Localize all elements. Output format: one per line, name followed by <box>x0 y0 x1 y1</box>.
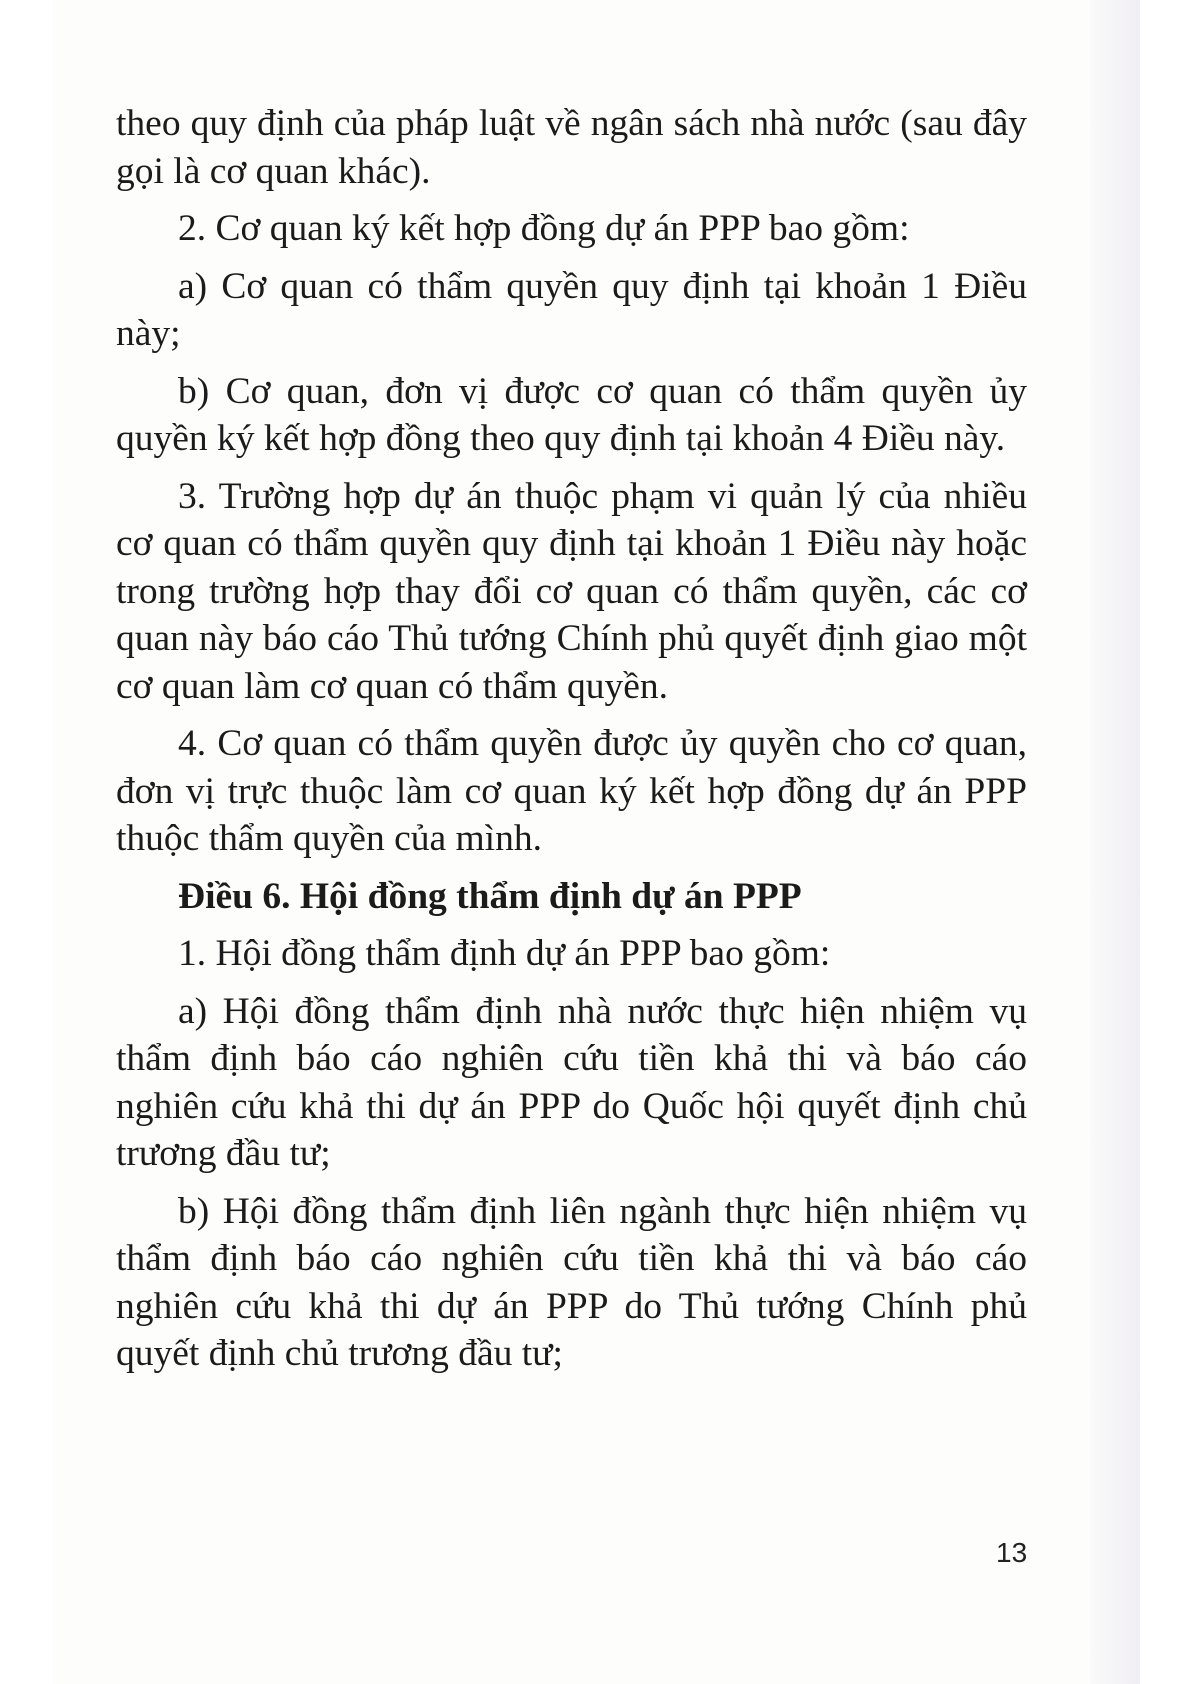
page-edge <box>1090 0 1140 1684</box>
article-heading: Điều 6. Hội đồng thẩm định dự án PPP <box>178 875 802 917</box>
article-clause-1a: a) Hội đồng thẩm định nhà nước thực hiện nhiệm vụ thẩm định báo cáo nghiên cứu tiền khả thi và báo cáo nghiên cứu khả thi dự án PPP do Quốc hội quyết định chủ trương đầu tư; <box>116 990 1027 1174</box>
clause-4: 4. Cơ quan có thẩm quyền được ủy quyền cho cơ quan, đơn vị trực thuộc làm cơ quan ký kết hợp đồng dự án PPP thuộc thẩm quyền của mình. <box>116 723 1027 859</box>
clause-2b: b) Cơ quan, đơn vị được cơ quan có thẩm quyền ủy quyền ký kết hợp đồng theo quy định tại khoản 4 Điều này. <box>116 370 1027 459</box>
clause-3: 3. Trường hợp dự án thuộc phạm vi quản lý của nhiều cơ quan có thẩm quyền quy định tại khoản 1 Điều này hoặc trong trường hợp thay đổi cơ quan có thẩm quyền, các cơ quan này báo cáo Thủ tướng Chính phủ quyết định giao một cơ quan làm cơ quan có thẩm quyền. <box>116 475 1027 707</box>
paragraph-continuation: theo quy định của pháp luật về ngân sách nhà nước (sau đây gọi là cơ quan khác). <box>116 103 1027 192</box>
article-clause-1: 1. Hội đồng thẩm định dự án PPP bao gồm: <box>178 933 831 974</box>
article-clause-1b: b) Hội đồng thẩm định liên ngành thực hiện nhiệm vụ thẩm định báo cáo nghiên cứu tiền khả thi và báo cáo nghiên cứu khả thi dự án PPP do Thủ tướng Chính phủ quyết định chủ trương đầu tư; <box>116 1190 1027 1374</box>
clause-2a: a) Cơ quan có thẩm quyền quy định tại khoản 1 Điều này; <box>116 265 1027 354</box>
page-number: 13 <box>996 1537 1028 1568</box>
body-text <box>116 100 1027 1388</box>
clause-2: 2. Cơ quan ký kết hợp đồng dự án PPP bao gồm: <box>178 208 910 249</box>
